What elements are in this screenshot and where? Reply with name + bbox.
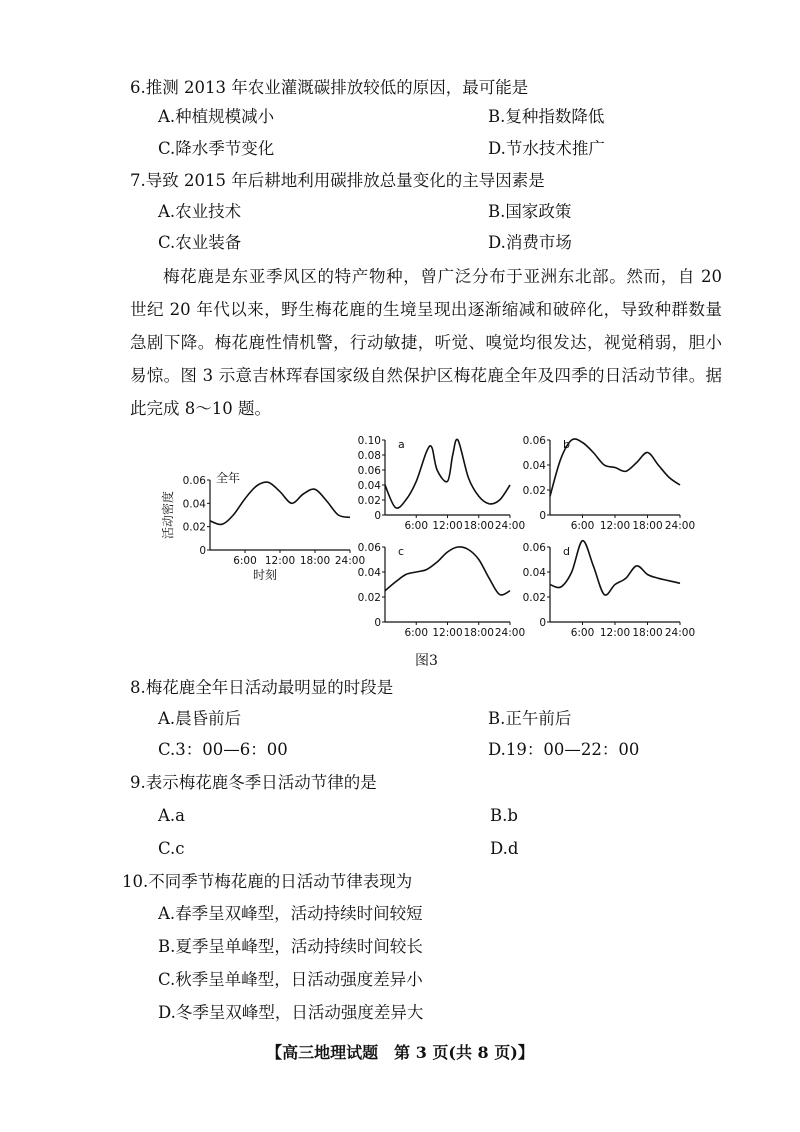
panel-d-x-tick-label: 6:00 <box>570 627 595 639</box>
panel-d-y-tick-label: 0 <box>539 617 546 629</box>
q9-option-c[interactable]: C.c <box>158 839 185 858</box>
panel-annual-y-tick-label: 0.02 <box>182 521 206 534</box>
q8-option-d[interactable]: D.19：00—22：00 <box>488 740 640 759</box>
panel-annual-x-tick-label: 18:00 <box>299 555 331 567</box>
panel-b-x-tick-label: 12:00 <box>599 520 631 532</box>
figure-3 <box>160 425 700 670</box>
panel-d-label: d <box>563 545 570 558</box>
q8-option-c[interactable]: C.3：00—6：00 <box>158 740 288 759</box>
panel-c-y-tick-label: 0.04 <box>357 567 381 579</box>
panel-b-label: b <box>563 438 570 451</box>
panel-c-x-tick-label: 6:00 <box>404 627 429 639</box>
panel-c-x-tick-label: 18:00 <box>463 627 494 639</box>
panel-c-y-tick-label: 0 <box>374 617 381 629</box>
page-footer: 【高三地理试题 第 3 页(共 8 页)】 <box>266 1043 534 1062</box>
panel-d-y-tick-label: 0.02 <box>522 592 546 604</box>
panel-b-x-tick-label: 24:00 <box>664 520 696 532</box>
q8-stem: 8.梅花鹿全年日活动最明显的时段是 <box>130 678 394 697</box>
q8-option-b[interactable]: B.正午前后 <box>488 709 572 728</box>
panel-annual-x-axis-title: 时刻 <box>252 568 278 582</box>
panel-a-y-tick-label: 0.10 <box>357 435 381 447</box>
panel-a-x-tick-label: 12:00 <box>432 520 463 532</box>
panel-annual-x-tick-label: 24:00 <box>334 555 366 567</box>
panel-a-y-tick-label: 0.04 <box>357 480 381 492</box>
q9-option-b[interactable]: B.b <box>490 806 518 825</box>
q7-option-a[interactable]: A.农业技术 <box>158 202 242 221</box>
panel-d-x-tick-label: 24:00 <box>664 627 696 639</box>
panel-d-x-tick-label: 18:00 <box>632 627 663 639</box>
panel-annual-y-axis-title: 活动密度 <box>161 490 175 540</box>
q10-option-b[interactable]: B.夏季呈单峰型，活动持续时间较长 <box>158 937 423 956</box>
panel-a-x-tick-label: 6:00 <box>404 520 429 532</box>
panel-a-y-tick-label: 0 <box>374 510 381 522</box>
q6-option-a[interactable]: A.种植规模减小 <box>158 107 275 126</box>
figure-3-svg <box>160 425 700 670</box>
q9-option-d[interactable]: D.d <box>490 839 519 858</box>
panel-annual-x-tick-label: 6:00 <box>233 555 257 567</box>
panel-a-label: a <box>398 438 405 451</box>
q10-option-c[interactable]: C.秋季呈单峰型，日活动强度差异小 <box>158 970 423 989</box>
panel-a-y-tick-label: 0.08 <box>357 450 381 462</box>
panel-annual-x-tick-label: 12:00 <box>264 555 296 567</box>
panel-annual-series-line <box>210 482 350 524</box>
panel-b-x-tick-label: 6:00 <box>570 520 595 532</box>
panel-c-x-tick-label: 24:00 <box>494 627 526 639</box>
panel-annual-y-tick-label: 0.04 <box>182 498 206 511</box>
panel-a-y-tick-label: 0.06 <box>357 465 381 477</box>
panel-b-y-tick-label: 0 <box>539 510 546 522</box>
q6-option-d[interactable]: D.节水技术推广 <box>488 139 605 158</box>
panel-a-y-tick-label: 0.02 <box>357 495 381 507</box>
q10-option-a[interactable]: A.春季呈双峰型，活动持续时间较短 <box>158 904 423 923</box>
q6-option-b[interactable]: B.复种指数降低 <box>488 107 605 126</box>
panel-c-y-tick-label: 0.06 <box>357 542 381 554</box>
panel-d-y-tick-label: 0.06 <box>522 542 546 554</box>
panel-b-y-tick-label: 0.04 <box>522 460 546 472</box>
q7-option-d[interactable]: D.消费市场 <box>488 233 572 252</box>
panel-annual-label: 全年 <box>216 471 241 485</box>
q10-option-d[interactable]: D.冬季呈双峰型，日活动强度差异大 <box>158 1003 424 1022</box>
q9-stem: 9.表示梅花鹿冬季日活动节律的是 <box>130 773 377 792</box>
panel-annual-y-tick-label: 0 <box>199 545 206 557</box>
panel-c-y-tick-label: 0.02 <box>357 592 381 604</box>
panel-annual-y-tick-label: 0.06 <box>182 475 206 487</box>
q6-option-c[interactable]: C.降水季节变化 <box>158 139 275 158</box>
panel-b-x-tick-label: 18:00 <box>632 520 663 532</box>
panel-d-y-tick-label: 0.04 <box>522 567 546 579</box>
panel-d-x-tick-label: 12:00 <box>599 627 631 639</box>
q7-option-c[interactable]: C.农业装备 <box>158 233 242 252</box>
q7-option-b[interactable]: B.国家政策 <box>488 202 572 221</box>
panel-b-y-tick-label: 0.06 <box>522 435 546 447</box>
q7-stem: 7.导致 2015 年后耕地利用碳排放总量变化的主导因素是 <box>130 171 545 190</box>
q8-option-a[interactable]: A.晨昏前后 <box>158 709 242 728</box>
panel-b-y-tick-label: 0.02 <box>522 485 546 497</box>
panel-c-label: c <box>398 545 405 558</box>
q6-stem: 6.推测 2013 年农业灌溉碳排放较低的原因，最可能是 <box>130 78 529 97</box>
q9-option-a[interactable]: A.a <box>158 806 185 825</box>
q10-stem: 10.不同季节梅花鹿的日活动节律表现为 <box>122 872 413 891</box>
panel-a-x-tick-label: 18:00 <box>463 520 494 532</box>
panel-a-x-tick-label: 24:00 <box>494 520 526 532</box>
figure-caption: 图3 <box>415 653 438 669</box>
panel-c-x-tick-label: 12:00 <box>432 627 463 639</box>
passage: 梅花鹿是东亚季风区的特产物种，曾广泛分布于亚洲东北部。然而，自 20 世纪 20 年代以来，野生梅花鹿的生境呈现出逐渐缩减和破碎化，导致种群数量急剧下降。梅花鹿性情机警，行动敏捷，听觉、嗅觉均很发达，视觉稍弱，胆小易惊。图 3 示意吉林珲春国家级自然保护区梅花鹿全年及四季的日活动节律。据此完成 8～10 题。 <box>130 267 722 418</box>
